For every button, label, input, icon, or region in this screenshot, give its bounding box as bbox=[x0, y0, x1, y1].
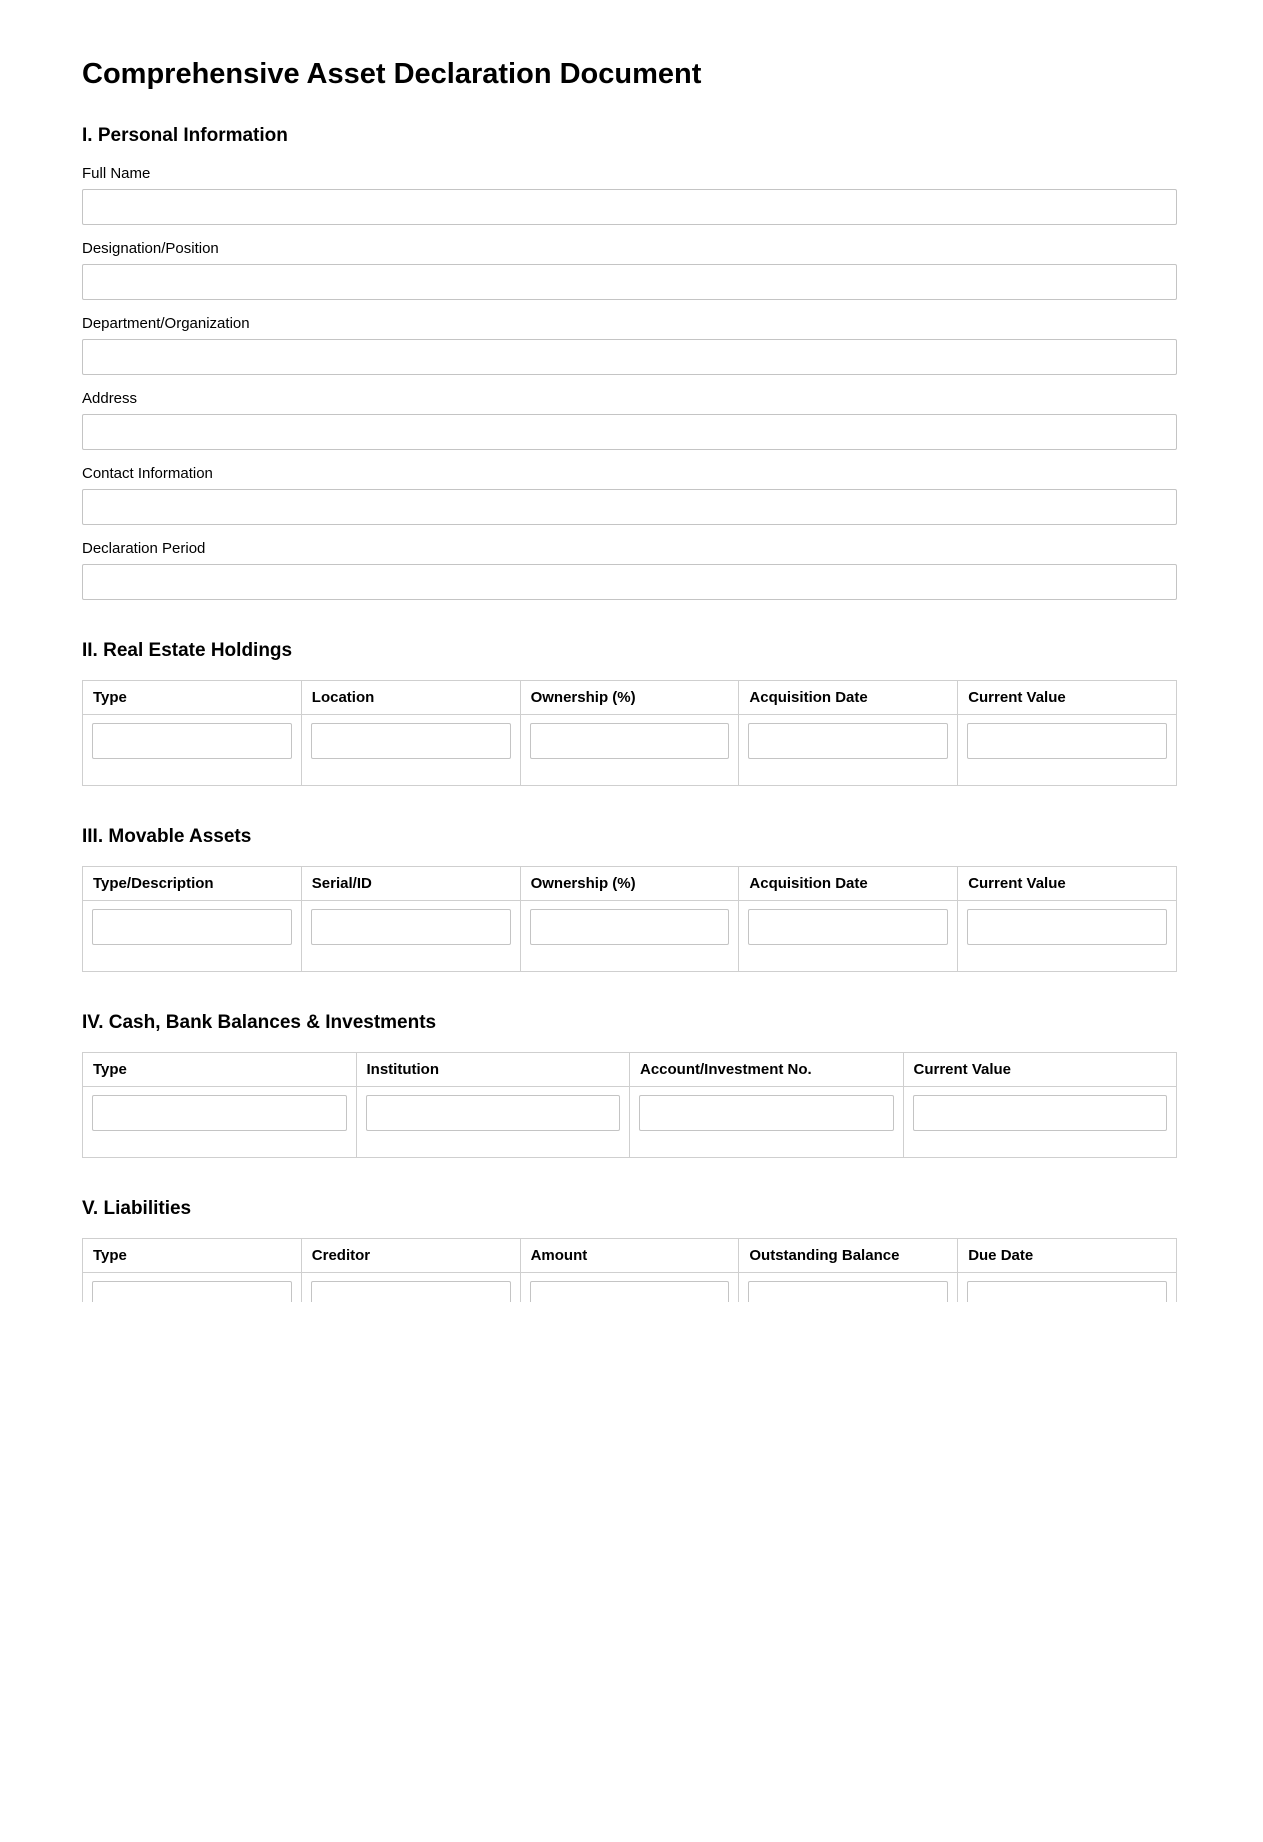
cash-investments-col-institution: Institution bbox=[356, 1053, 630, 1087]
section-heading-cash-investments: IV. Cash, Bank Balances & Investments bbox=[82, 1012, 437, 1033]
real-estate-acquisition-date-input[interactable] bbox=[748, 723, 948, 759]
movable-assets-col-ownership: Ownership (%) bbox=[520, 867, 739, 901]
movable-assets-ownership-input[interactable] bbox=[530, 909, 730, 945]
designation-position-label: Designation/Position bbox=[82, 240, 219, 257]
contact-information-label: Contact Information bbox=[82, 465, 213, 482]
liabilities-col-amount: Amount bbox=[520, 1239, 739, 1273]
cash-investments-col-account-no: Account/Investment No. bbox=[630, 1053, 904, 1087]
full-name-label: Full Name bbox=[82, 165, 151, 182]
liabilities-due-date-input[interactable] bbox=[967, 1281, 1167, 1302]
liabilities-amount-input[interactable] bbox=[530, 1281, 730, 1302]
declaration-period-input[interactable] bbox=[82, 564, 1177, 600]
liabilities-outstanding-balance-input[interactable] bbox=[748, 1281, 948, 1302]
address-label: Address bbox=[82, 390, 138, 407]
real-estate-current-value-input[interactable] bbox=[967, 723, 1167, 759]
real-estate-header-row bbox=[83, 681, 1177, 715]
liabilities-table bbox=[82, 1238, 1177, 1302]
liabilities-col-due-date: Due Date bbox=[958, 1239, 1177, 1273]
page-title: Comprehensive Asset Declaration Document bbox=[82, 58, 702, 90]
movable-assets-col-current-value: Current Value bbox=[958, 867, 1177, 901]
field-address bbox=[82, 390, 1177, 450]
field-designation-position bbox=[82, 240, 1177, 300]
movable-assets-col-acquisition-date: Acquisition Date bbox=[739, 867, 958, 901]
real-estate-type-input[interactable] bbox=[92, 723, 292, 759]
cash-investments-header-row bbox=[83, 1053, 1177, 1087]
declaration-period-label: Declaration Period bbox=[82, 540, 206, 557]
section-heading-liabilities: V. Liabilities bbox=[82, 1198, 192, 1219]
address-input[interactable] bbox=[82, 414, 1177, 450]
field-contact-information bbox=[82, 465, 1177, 525]
movable-assets-col-serial-id: Serial/ID bbox=[301, 867, 520, 901]
real-estate-ownership-input[interactable] bbox=[530, 723, 730, 759]
liabilities-col-outstanding-balance: Outstanding Balance bbox=[739, 1239, 958, 1273]
liabilities-col-creditor: Creditor bbox=[301, 1239, 520, 1273]
movable-assets-acquisition-date-input[interactable] bbox=[748, 909, 948, 945]
full-name-input[interactable] bbox=[82, 189, 1177, 225]
department-organization-label: Department/Organization bbox=[82, 315, 250, 332]
cash-investments-col-type: Type bbox=[83, 1053, 357, 1087]
real-estate-col-current-value: Current Value bbox=[958, 681, 1177, 715]
liabilities-row bbox=[83, 1273, 1177, 1303]
real-estate-col-location: Location bbox=[301, 681, 520, 715]
liabilities-col-type: Type bbox=[83, 1239, 302, 1273]
department-organization-input[interactable] bbox=[82, 339, 1177, 375]
movable-assets-serial-id-input[interactable] bbox=[311, 909, 511, 945]
movable-assets-row bbox=[83, 901, 1177, 972]
cash-investments-current-value-input[interactable] bbox=[913, 1095, 1168, 1131]
movable-assets-type-description-input[interactable] bbox=[92, 909, 292, 945]
real-estate-col-acquisition-date: Acquisition Date bbox=[739, 681, 958, 715]
section-heading-movable-assets: III. Movable Assets bbox=[82, 826, 252, 847]
cash-investments-institution-input[interactable] bbox=[366, 1095, 621, 1131]
liabilities-creditor-input[interactable] bbox=[311, 1281, 511, 1302]
real-estate-col-type: Type bbox=[83, 681, 302, 715]
cash-investments-table bbox=[82, 1052, 1177, 1158]
cash-investments-col-current-value: Current Value bbox=[903, 1053, 1177, 1087]
real-estate-table bbox=[82, 680, 1177, 786]
movable-assets-col-type-description: Type/Description bbox=[83, 867, 302, 901]
liabilities-header-row bbox=[83, 1239, 1177, 1273]
section-heading-real-estate: II. Real Estate Holdings bbox=[82, 640, 293, 661]
designation-position-input[interactable] bbox=[82, 264, 1177, 300]
field-declaration-period bbox=[82, 540, 1177, 600]
real-estate-col-ownership: Ownership (%) bbox=[520, 681, 739, 715]
cash-investments-account-no-input[interactable] bbox=[639, 1095, 894, 1131]
movable-assets-header-row bbox=[83, 867, 1177, 901]
real-estate-row bbox=[83, 715, 1177, 786]
field-full-name bbox=[82, 165, 1177, 225]
contact-information-input[interactable] bbox=[82, 489, 1177, 525]
cash-investments-type-input[interactable] bbox=[92, 1095, 347, 1131]
movable-assets-current-value-input[interactable] bbox=[967, 909, 1167, 945]
real-estate-location-input[interactable] bbox=[311, 723, 511, 759]
liabilities-type-input[interactable] bbox=[92, 1281, 292, 1302]
field-department-organization bbox=[82, 315, 1177, 375]
section-heading-personal-information: I. Personal Information bbox=[82, 125, 288, 146]
cash-investments-row bbox=[83, 1087, 1177, 1158]
movable-assets-table bbox=[82, 866, 1177, 972]
